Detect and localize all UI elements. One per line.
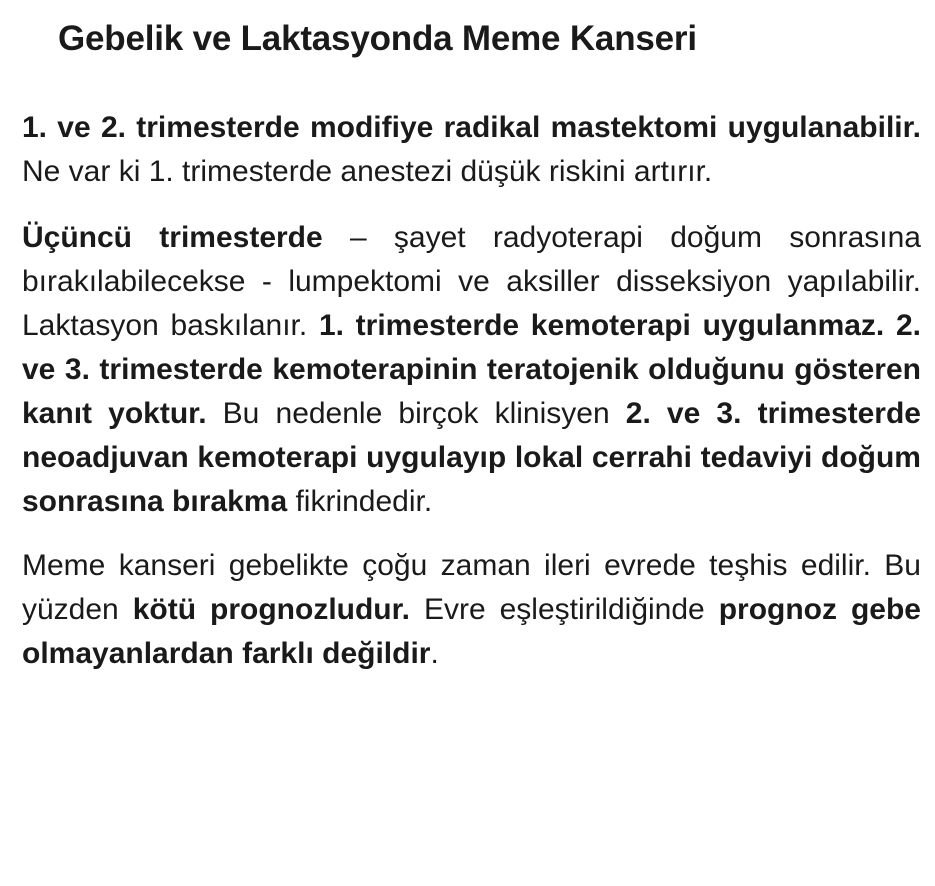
bold-text: 1. trimesterde kemoterapi uygulanmaz. 2. ve 3. trimesterde kemoterapinin teratojenik olduğunu gösteren kanıt yoktur. xyxy=(22,309,922,430)
body-text: Evre eşleştirildiğinde xyxy=(409,593,719,626)
paragraph-trimester-1-2 xyxy=(22,106,921,194)
bold-text: kötü prognozludur. xyxy=(132,593,410,626)
paragraph-prognosis xyxy=(22,544,921,676)
bold-text: 1. ve 2. trimesterde modifiye radikal mastektomi uygulanabilir. xyxy=(22,111,921,144)
body-text: – şayet radyoterapi doğum sonrasına bırakılabilecekse - lumpektomi ve aksiller disseksiyon yapılabilir. Laktasyon baskılanır. xyxy=(22,221,921,342)
body-text: Ne var ki 1. trimesterde anestezi düşük riskini artırır. xyxy=(22,155,713,188)
bold-text: Üçüncü trimesterde xyxy=(22,221,323,254)
body-text: Meme kanseri gebelikte çoğu zaman ileri evrede teşhis edilir. Bu yüzden xyxy=(22,549,921,626)
page-title: Gebelik ve Laktasyonda Meme Kanseri xyxy=(58,19,697,58)
bold-text: 2. ve 3. trimesterde neoadjuvan kemoterapi uygulayıp lokal cerrahi tedaviyi doğum sonrasına bırakma xyxy=(22,397,921,518)
body-text: . xyxy=(430,637,439,670)
bold-text: prognoz gebe olmayanlardan farklı değildir xyxy=(22,593,921,670)
body-text: fikrindedir. xyxy=(287,485,433,518)
paragraph-trimester-3 xyxy=(22,216,921,524)
body-text: Bu nedenle birçok klinisyen xyxy=(206,397,626,430)
